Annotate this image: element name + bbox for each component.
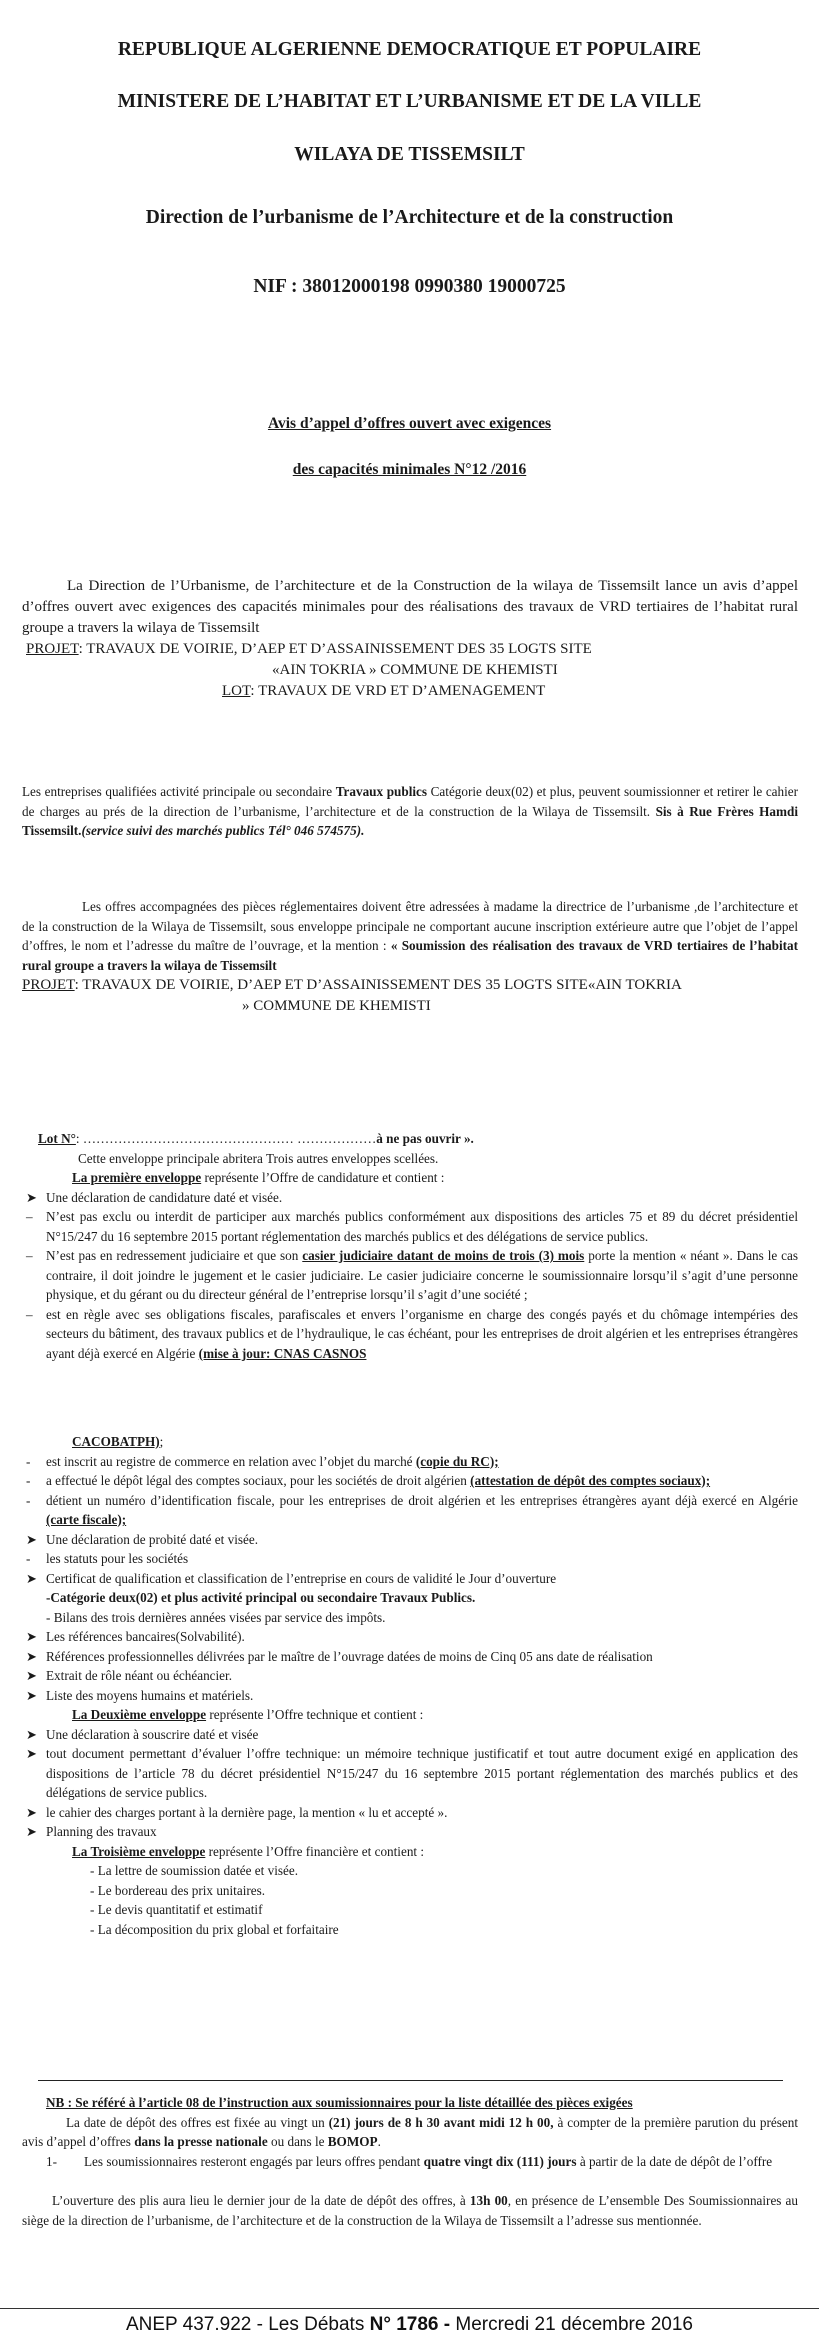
intro-lot-text: : TRAVAUX DE VRD ET D’AMENAGEMENT [250, 683, 546, 699]
env1-list-2 [22, 1452, 798, 1706]
list-item-text: N’est pas en redressement judiciaire et que son [46, 1248, 303, 1263]
qualif-phone: (service suivi des marchés publics Tél° 046 574575). [81, 823, 365, 838]
intro-lot [22, 681, 798, 702]
list-item [22, 1686, 798, 1706]
list-item [22, 1549, 798, 1569]
list-item [22, 1725, 798, 1745]
intro-paragraph [22, 576, 798, 702]
list-item [22, 1803, 798, 1823]
lot-section [38, 1129, 798, 1168]
list-item [22, 1588, 798, 1608]
depot-g: . [377, 2134, 381, 2149]
carte-fiscale: (carte fiscale); [46, 1512, 127, 1527]
depot-presse: dans la presse nationale [134, 2134, 268, 2149]
arrow-bullet-icon: ➤ [26, 1804, 38, 1820]
list-item-text: Références professionnelles délivrées par le maître de l’ouvrage datées de moins de Cinq 05 ans date de réalisation [46, 1648, 653, 1664]
list-item-text: tout document permettant d’évaluer l’offre technique: un mémoire technique justificatif et tout autre document exigé en application des dispositions de l’article 78 du décret présidentiel N°15/247 du 16 septembre 2015 portant réglementation des marchés publics et des délégations de service publics. [46, 1746, 798, 1800]
list-item-text: Une déclaration à souscrire daté et visée [46, 1726, 259, 1742]
offres-projet-label: PROJET [22, 977, 75, 993]
intro-lot-label: LOT [222, 683, 251, 699]
depot-jours: (21) jours de 8 h 30 avant midi 12 h 00, [328, 2114, 554, 2130]
depot-a: La date de dépôt des offres est fixée au vingt un [66, 2114, 325, 2130]
offres-text [22, 897, 798, 975]
env3-heading [22, 1842, 798, 1862]
list-item [82, 1900, 798, 1920]
intro-projet-label: PROJET [26, 641, 79, 657]
arrow-bullet-icon: ➤ [26, 1726, 38, 1742]
nb-ouverture [22, 2191, 798, 2230]
env2-heading [22, 1705, 798, 1725]
lot-line [38, 1129, 798, 1149]
list-item [22, 1530, 798, 1550]
cacobatph-line [22, 1432, 798, 1452]
list-item [22, 1452, 798, 1472]
nb-item-c: à partir de la date de dépôt de l’offre [579, 2153, 773, 2169]
header-republic: REPUBLIQUE ALGERIENNE DEMOCRATIQUE ET POPULAIRE [117, 39, 702, 60]
env2-title: La Deuxième enveloppe [72, 1707, 207, 1722]
list-item [22, 1666, 798, 1686]
list-item-text: Une déclaration de candidature daté et visée. [46, 1189, 283, 1205]
nb-item-1 [22, 2152, 798, 2172]
casier-rest: porte la mention « néant ». Dans le cas contraire, il doit joindre le jugement et le casier judiciaire. Le casier judiciaire concerne le soumissionnaire lorsqu’il s’agit d’une personne physique, et du gérant ou du directeur général de l’entreprise lorsqu’il s’agit d’une société ; [46, 1248, 798, 1302]
arrow-bullet-icon: ➤ [26, 1746, 38, 1761]
dash-bullet-icon: – [26, 1306, 33, 1322]
depot-e: ou dans le [270, 2134, 325, 2149]
list-item-text: N’est pas exclu ou interdit de participer aux marchés publics conformément aux dispositions des articles 75 et 89 du décret présidentiel N°15/247 du 16 septembre 2015 portant réglementation des marchés publics et des délégations de service publics. [46, 1209, 798, 1244]
arrow-bullet-icon: ➤ [26, 1648, 38, 1664]
qualif-address: Sis à Rue Frères Hamdi Tissemsilt. [22, 803, 799, 838]
ouverture-a: L’ouverture des plis aura lieu le dernier jour de la date de dépôt des offres, à [52, 2193, 466, 2208]
env3-list [22, 1861, 798, 1939]
header-wilaya: WILAYA DE TISSEMSILT [294, 144, 525, 165]
offres-projet-text: : TRAVAUX DE VOIRIE, D’AEP ET D’ASSAINISSEMENT DES 35 LOGTS SITE«AIN TOKRIA [74, 977, 682, 993]
offres-text-b: « Soumission des réalisation des travaux de VRD tertiaires de l’habitat rural groupe a travers la wilaya de Tissemsilt [22, 938, 799, 973]
list-item [22, 1744, 798, 1803]
list-item-text: Liste des moyens humains et matériels. [46, 1687, 254, 1703]
arrow-bullet-icon: ➤ [26, 1687, 38, 1703]
qualif-text-a: Les entreprises qualifiées activité principale ou secondaire [22, 784, 333, 799]
list-item-text: Planning des travaux [46, 1824, 157, 1839]
footer-text-a: ANEP 437.922 - Les Débats [125, 2314, 370, 2335]
categorie-line: -Catégorie deux(02) et plus activité principal ou secondaire Travaux Publics. [46, 1590, 476, 1605]
lot-label: Lot N° [38, 1131, 76, 1146]
env2-desc: représente l’Offre technique et contient : [209, 1707, 424, 1722]
arrow-bullet-icon: ➤ [26, 1189, 38, 1205]
cnas-casnos: (mise à jour: CNAS CASNOS [198, 1345, 367, 1361]
list-item-text: détient un numéro d’identification fiscale, pour les entreprises de droit algérien et les entreprises étrangères ayant déjà exercé en Algérie [46, 1492, 798, 1508]
env1-list [22, 1188, 798, 1364]
footer-date: Mercredi 21 décembre 2016 [450, 2314, 694, 2335]
bilans-line: - Bilans des trois dernières années visées par service des impôts. [46, 1609, 386, 1625]
cacobatph-tail: ; [159, 1434, 164, 1449]
nb-depot [22, 2113, 798, 2152]
env1-title: La première enveloppe [72, 1170, 202, 1185]
ouverture-c: , en présence de L’ensemble Des Soumissionnaires au siège de la direction de l’urbanisme, de l’architecture et de la construction de la Wilaya de Tissemsilt a l’adresse sus mentionnée. [22, 2193, 799, 2228]
env2-list [22, 1725, 798, 1842]
qualification-paragraph [22, 782, 798, 841]
list-item [22, 1822, 798, 1842]
offres-paragraph [22, 897, 798, 1017]
separator-line [38, 2080, 783, 2081]
list-item-text: est inscrit au registre de commerce en relation avec l’objet du marché [46, 1453, 413, 1469]
list-item [22, 1647, 798, 1667]
list-item-text: Une déclaration de probité daté et visée. [46, 1531, 259, 1547]
depot-bomop: BOMOP [327, 2134, 378, 2149]
intro-projet-text: : TRAVAUX DE VOIRIE, D’AEP ET D’ASSAINISSEMENT DES 35 LOGTS SITE [78, 641, 592, 657]
list-item [22, 1246, 798, 1305]
dash-bullet-icon: - [26, 1473, 31, 1488]
list-item [22, 1305, 798, 1364]
list-item [82, 1920, 798, 1940]
nb-section [22, 2093, 798, 2230]
arrow-bullet-icon: ➤ [26, 1824, 38, 1839]
arrow-bullet-icon: ➤ [26, 1531, 38, 1547]
list-item-text: le cahier des charges portant à la dernière page, la mention « lu et accepté ». [46, 1804, 448, 1820]
qualif-text-b: Travaux publics [335, 784, 428, 799]
arrow-bullet-icon: ➤ [26, 1629, 38, 1644]
list-item-text: Extrait de rôle néant ou échéancier. [46, 1668, 232, 1683]
lot-dots: : ………………………………………… ……………… [75, 1131, 377, 1146]
qualif-text-c: Catégorie deux(02) et plus, peuvent soumissionner et retirer le cahier de charges au prés de la direction de l’urbanisme, l’architecture et de la construction de la Wilaya de Tissemsilt. [22, 784, 799, 819]
list-item-text: - La lettre de soumission datée et visée. [90, 1863, 298, 1878]
list-item-text: a effectué le dépôt légal des comptes sociaux, pour les sociétés de droit algérien [46, 1473, 467, 1488]
dash-bullet-icon: - [26, 1551, 31, 1566]
footer-issue: N° 1786 - [369, 2314, 451, 2335]
offres-projet-text2: » COMMUNE DE KHEMISTI [242, 998, 431, 1014]
intro-text: La Direction de l’Urbanisme, de l’architecture et de la Construction de la wilaya de Tissemsilt lance un avis d’appel d’offres ouvert avec exigences des capacités minimales pour des réalisations des travaux de VRD tertiaires de l’habitat rural groupe a travers la wilaya de Tissemsilt [22, 578, 798, 636]
list-item [22, 1569, 798, 1589]
env1-desc: représente l’Offre de candidature et contient : [204, 1170, 445, 1185]
list-item [22, 1491, 798, 1530]
list-item [22, 1608, 798, 1628]
envelope-1-continued [22, 1432, 798, 1939]
env3-title: La Troisième enveloppe [72, 1843, 206, 1859]
nb-item-a: Les soumissionnaires resteront engagés par leurs offres pendant [84, 2153, 421, 2169]
notice-title-line1: Avis d’appel d’offres ouvert avec exigences [267, 415, 552, 432]
offres-text-a: Les offres accompagnées des pièces réglementaires doivent être adressées à madame la directrice de l’urbanisme ,de l’architecture et de la construction de la Wilaya de Tissemsilt, sous enveloppe principale ne comportant aucune inscription extérieure autre que l’objet de l’appel d’offres, le nom et l’adresse du maître de l’ouvrage, et la mention : [22, 899, 798, 953]
dash-bullet-icon: - [26, 1492, 31, 1508]
cacobatph: CACOBATPH) [72, 1434, 160, 1449]
list-item-text: les statuts pour les sociétés [46, 1551, 189, 1566]
list-item-text: Certificat de qualification et classification de l’entreprise en cours de validité le Jour d’ouverture [46, 1570, 557, 1586]
list-item [22, 1471, 798, 1491]
copie-rc: (copie du RC); [415, 1453, 499, 1469]
list-item-text: Les références bancaires(Solvabilité). [46, 1629, 245, 1644]
header-ministry: MINISTERE DE L’HABITAT ET L’URBANISME ET DE LA VILLE [117, 91, 702, 112]
lot-mention: à ne pas ouvrir ». [376, 1131, 474, 1146]
attestation-comptes: (attestation de dépôt des comptes sociaux); [470, 1473, 711, 1488]
list-item-text: est en règle avec ses obligations fiscales, parafiscales et envers l’organisme en charge des congés payés et du chômage intempéries des secteurs du bâtiment, des travaux publics et de l’hydraulique, le cas échéant, pour les entreprises de droit algérien et les entreprises étrangères ayant déjà exercé en Algérie [46, 1306, 798, 1361]
list-item-text: - Le bordereau des prix unitaires. [90, 1882, 266, 1898]
intro-projet-text2: «AIN TOKRIA » COMMUNE DE KHEMISTI [272, 662, 558, 678]
casier-judiciaire: casier judiciaire datant de moins de trois (3) mois [302, 1248, 585, 1263]
offres-projet [22, 975, 798, 996]
list-item [82, 1881, 798, 1901]
list-item [22, 1207, 798, 1246]
nb-item-duree: quatre vingt dix (111) jours [423, 2153, 577, 2169]
footer-anep [0, 2308, 819, 2341]
nb-item-number: 1- [46, 2153, 57, 2169]
nb-text: NB : Se référé à l’article 08 de l’instruction aux soumissionnaires pour la liste détaillée des pièces exigées [46, 2095, 633, 2110]
list-item [22, 1627, 798, 1647]
dash-bullet-icon: - [26, 1453, 31, 1469]
list-item-text: - Le devis quantitatif et estimatif [90, 1902, 263, 1917]
arrow-bullet-icon: ➤ [26, 1668, 38, 1683]
envelope-1 [22, 1168, 798, 1363]
env1-heading [22, 1168, 798, 1188]
depot-c: à compter de la première parution du présent avis d’appel d’offres [22, 2114, 798, 2149]
dash-bullet-icon: – [26, 1209, 33, 1224]
arrow-bullet-icon: ➤ [26, 1570, 38, 1586]
env3-desc: représente l’Offre financière et contient : [208, 1843, 425, 1859]
list-item [22, 1188, 798, 1208]
lot-env-text: Cette enveloppe principale abritera Trois autres enveloppes scellées. [78, 1150, 439, 1166]
intro-projet [22, 639, 798, 660]
list-item [82, 1861, 798, 1881]
list-item-text: - La décomposition du prix global et forfaitaire [90, 1921, 339, 1937]
header-direction: Direction de l’urbanisme de l’Architecture et de la construction [145, 207, 674, 228]
notice-title-line2: des capacités minimales N°12 /2016 [292, 461, 527, 478]
header-nif: NIF : 38012000198 0990380 19000725 [253, 276, 566, 297]
dash-bullet-icon: – [26, 1248, 33, 1263]
ouverture-heure: 13h 00 [469, 2193, 508, 2208]
